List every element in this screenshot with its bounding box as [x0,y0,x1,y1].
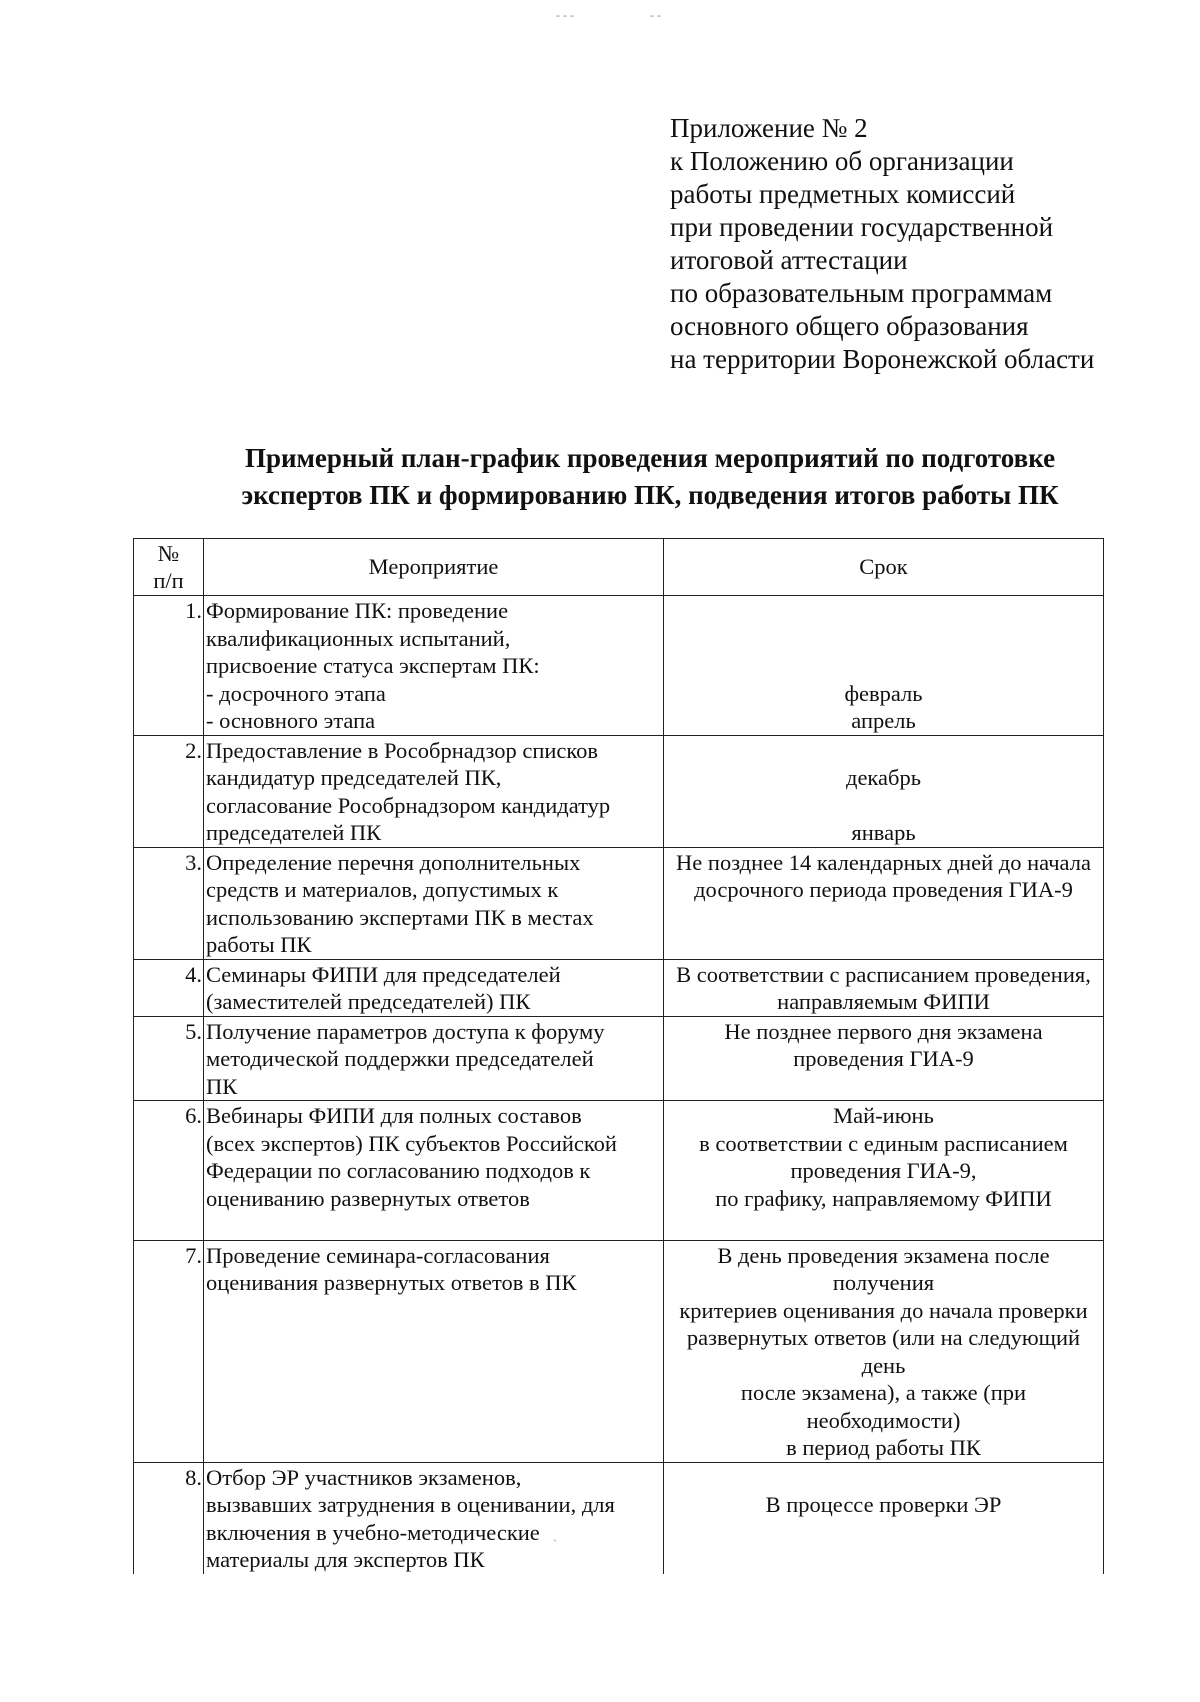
row-number: 8. [134,1462,204,1574]
row-number: 4. [134,959,204,1016]
table-row [134,959,1104,1016]
document-title [130,440,1170,514]
row-number: 6. [134,1101,204,1241]
event-cell: Семинары ФИПИ для председателей (заместителей председателей) ПК [204,959,664,1016]
table-row [134,1462,1104,1574]
table-row [134,1101,1104,1241]
table-row [134,735,1104,847]
appendix-line: работы предметных комиссий [670,179,1016,209]
term-cell: Май-июнь в соответствии с единым расписанием проведения ГИА-9, по графику, направляемому ФИПИ [664,1101,1104,1241]
table-row [134,596,1104,736]
appendix-line: к Положению об организации [670,146,1014,176]
event-cell: Определение перечня дополнительных средств и материалов, допустимых к использованию экспертами ПК в местах работы ПК [204,847,664,959]
appendix-line: на территории Воронежской области [670,344,1095,374]
scan-speck: - - - [556,8,574,22]
term-cell: февраль апрель [664,596,1104,736]
table-row [134,1240,1104,1462]
row-number: 3. [134,847,204,959]
event-cell: Проведение семинара-согласования оценивания развернутых ответов в ПК [204,1240,664,1462]
row-number: 1. [134,596,204,736]
header-num: № п/п [134,539,204,596]
title-line: Примерный план-график проведения мероприятий по подготовке [244,443,1056,473]
term-cell: В процессе проверки ЭР [664,1462,1104,1574]
appendix-line: Приложение № 2 [670,113,868,143]
scan-speck: ` [553,1537,557,1551]
title-line: экспертов ПК и формированию ПК, подведения итогов работы ПК [241,480,1059,510]
term-cell: В день проведения экзамена после получения критериев оценивания до начала проверки развернутых ответов (или на следующий день после экзамена), а также (при необходимости) в период работы ПК [664,1240,1104,1462]
header-term: Срок [664,539,1104,596]
scan-speck: - - [650,8,661,22]
term-cell: Не позднее 14 календарных дней до начала досрочного периода проведения ГИА-9 [664,847,1104,959]
table-row [134,1016,1104,1101]
header-event: Мероприятие [204,539,664,596]
table-row [134,847,1104,959]
appendix-line: при проведении государственной [670,212,1054,242]
term-cell: декабрь январь [664,735,1104,847]
event-cell: Формирование ПК: проведение квалификационных испытаний, присвоение статуса экспертам ПК: - досрочного этапа - основного этапа [204,596,664,736]
appendix-line: по образовательным программам [670,278,1053,308]
appendix-line: основного общего образования [670,311,1029,341]
event-cell: Предоставление в Рособрнадзор списков кандидатур председателей ПК, согласование Рособрнадзором кандидатур председателей ПК [204,735,664,847]
table-header-row [134,539,1104,596]
event-cell: Получение параметров доступа к форуму методической поддержки председателей ПК [204,1016,664,1101]
appendix-line: итоговой аттестации [670,245,908,275]
event-cell: Вебинары ФИПИ для полных составов (всех экспертов) ПК субъектов Российской Федерации по согласованию подходов к оцениванию развернутых ответов [204,1101,664,1241]
term-cell: В соответствии с расписанием проведения, направляемым ФИПИ [664,959,1104,1016]
event-cell: Отбор ЭР участников экзаменов, вызвавших затруднения в оценивании, для включения в учебно-методические материалы для экспертов ПК [204,1462,664,1574]
term-cell: Не позднее первого дня экзамена проведения ГИА-9 [664,1016,1104,1101]
schedule-table [133,538,1104,1574]
row-number: 5. [134,1016,204,1101]
row-number: 2. [134,735,204,847]
appendix-header [670,112,1094,376]
row-number: 7. [134,1240,204,1462]
